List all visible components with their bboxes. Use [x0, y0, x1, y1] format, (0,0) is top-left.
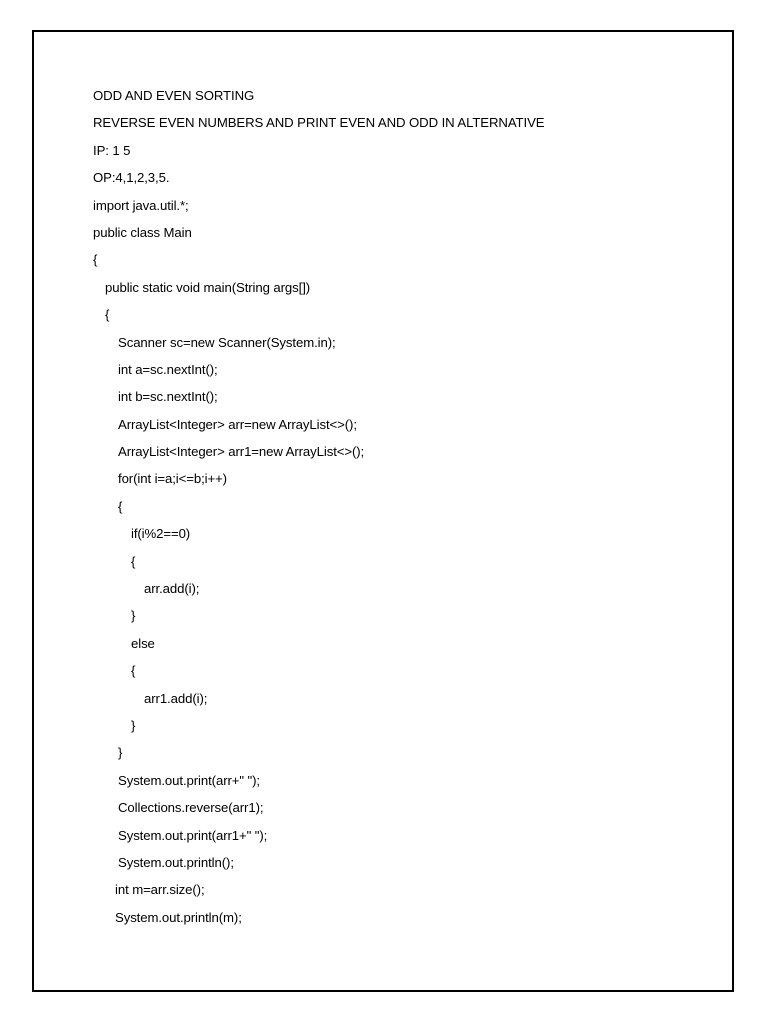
code-line-arr1-decl: ArrayList<Integer> arr1=new ArrayList<>(); — [118, 444, 365, 460]
code-line-arr-decl: ArrayList<Integer> arr=new ArrayList<>(); — [118, 416, 357, 432]
code-line-println-m: System.out.println(m); — [115, 909, 242, 925]
code-line-reverse-arr1: Collections.reverse(arr1); — [118, 800, 264, 816]
code-line-else: else — [131, 635, 155, 651]
code-line-size: int m=arr.size(); — [115, 882, 205, 898]
code-line-for-loop: for(int i=a;i<=b;i++) — [118, 471, 227, 487]
code-line-if: if(i%2==0) — [131, 526, 191, 542]
code-line-for-open-brace: { — [118, 498, 123, 514]
code-line-else-open-brace: { — [131, 663, 136, 679]
code-line-if-open-brace: { — [131, 553, 136, 569]
code-line-main-open-brace: { — [105, 307, 110, 323]
code-line-print-arr: System.out.print(arr+" "); — [118, 772, 260, 788]
code-line-else-close-brace: } — [131, 717, 136, 733]
code-line-read-a: int a=sc.nextInt(); — [118, 361, 218, 377]
input-example: IP: 1 5 — [93, 142, 131, 158]
code-line-arr-add: arr.add(i); — [144, 581, 200, 597]
code-line-print-arr1: System.out.print(arr1+" "); — [118, 827, 268, 843]
code-line-main-decl: public static void main(String args[]) — [105, 279, 311, 295]
code-line-scanner: Scanner sc=new Scanner(System.in); — [118, 334, 336, 350]
code-line-read-b: int b=sc.nextInt(); — [118, 389, 218, 405]
code-line-for-close-brace: } — [118, 745, 123, 761]
code-line-println: System.out.println(); — [118, 854, 234, 870]
code-line-class-open-brace: { — [93, 252, 98, 268]
document-title: ODD AND EVEN SORTING — [93, 88, 255, 103]
document-subtitle: REVERSE EVEN NUMBERS AND PRINT EVEN AND ODD IN ALTERNATIVE — [93, 115, 545, 131]
document-body — [93, 86, 544, 935]
code-line-class-decl: public class Main — [93, 224, 192, 240]
code-line-arr1-add: arr1.add(i); — [144, 690, 208, 706]
output-example: OP:4,1,2,3,5. — [93, 170, 170, 186]
code-line-if-close-brace: } — [131, 608, 136, 624]
code-line-import: import java.util.*; — [93, 197, 189, 213]
